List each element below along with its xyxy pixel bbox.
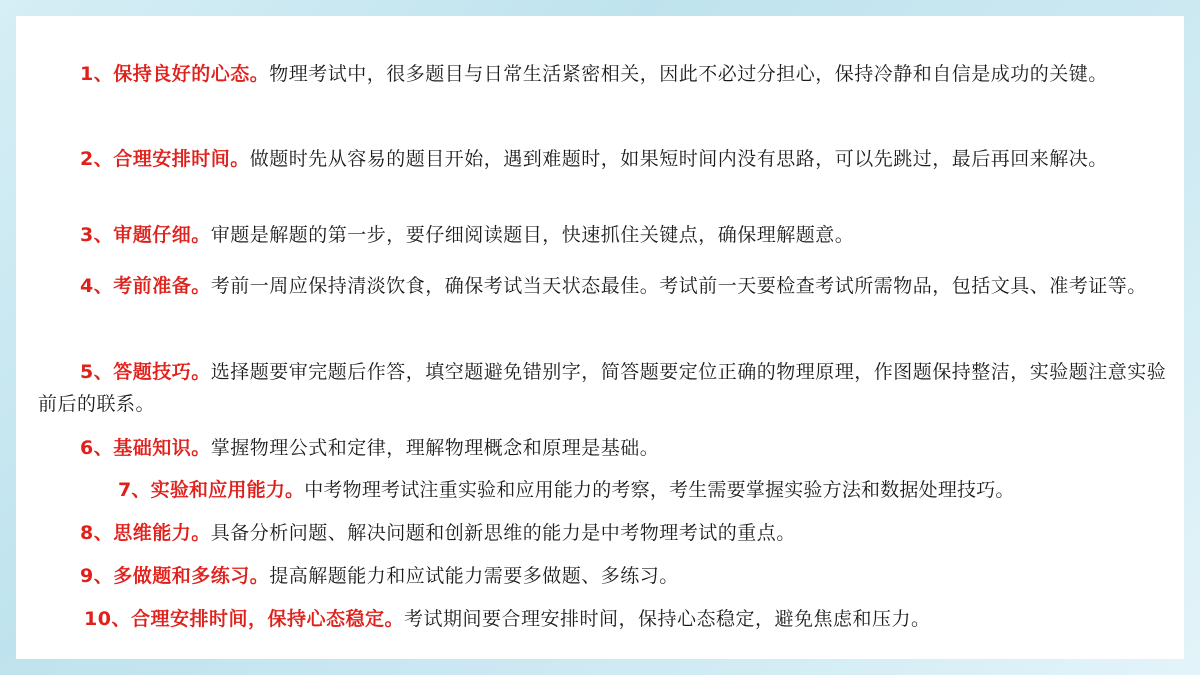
tip-3 [80, 219, 1180, 251]
tip-8-heading: 8、思维能力。 [80, 522, 211, 544]
tip-1-heading: 1、保持良好的心态。 [80, 63, 270, 85]
tip-1 [38, 58, 1168, 90]
tip-4-heading: 4、考前准备。 [80, 275, 211, 297]
tip-7 [118, 474, 1198, 506]
tip-5-body: 选择题要审完题后作答，填空题避免错别字，简答题要定位正确的物理原理，作图题保持整洁，实验题注意实验前后的联系。 [38, 361, 1167, 415]
tip-9-heading: 9、多做题和多练习。 [80, 565, 270, 587]
tip-2-body: 做题时先从容易的题目开始，遇到难题时，如果短时间内没有思路，可以先跳过，最后再回来解决。 [249, 148, 1108, 170]
tip-6-heading: 6、基础知识。 [80, 437, 211, 459]
tip-10-body: 考试期间要合理安排时间，保持心态稳定，避免焦虑和压力。 [403, 608, 931, 630]
tip-3-body: 审题是解题的第一步，要仔细阅读题目，快速抓住关键点，确保理解题意。 [210, 224, 855, 246]
tip-8 [80, 517, 1180, 549]
tip-5 [38, 356, 1168, 420]
tip-10 [84, 603, 1184, 635]
tip-3-heading: 3、审题仔细。 [80, 224, 211, 246]
tip-4 [38, 270, 1168, 302]
tip-8-body: 具备分析问题、解决问题和创新思维的能力是中考物理考试的重点。 [210, 522, 796, 544]
tip-10-heading: 10、合理安排时间，保持心态稳定。 [84, 608, 404, 630]
tip-7-heading: 7、实验和应用能力。 [118, 479, 305, 501]
tip-1-body: 物理考试中，很多题目与日常生活紧密相关，因此不必过分担心，保持冷静和自信是成功的关键。 [269, 63, 1108, 85]
tip-2-heading: 2、合理安排时间。 [80, 148, 250, 170]
tip-9 [80, 560, 1180, 592]
tip-2 [38, 143, 1168, 175]
tip-6 [80, 432, 1180, 464]
tip-4-body: 考前一周应保持清淡饮食，确保考试当天状态最佳。考试前一天要检查考试所需物品，包括文具、准考证等。 [210, 275, 1147, 297]
tip-6-body: 掌握物理公式和定律，理解物理概念和原理是基础。 [210, 437, 660, 459]
tip-9-body: 提高解题能力和应试能力需要多做题、多练习。 [269, 565, 679, 587]
tip-7-body: 中考物理考试注重实验和应用能力的考察，考生需要掌握实验方法和数据处理技巧。 [304, 479, 1015, 501]
tip-5-heading: 5、答题技巧。 [80, 361, 211, 383]
